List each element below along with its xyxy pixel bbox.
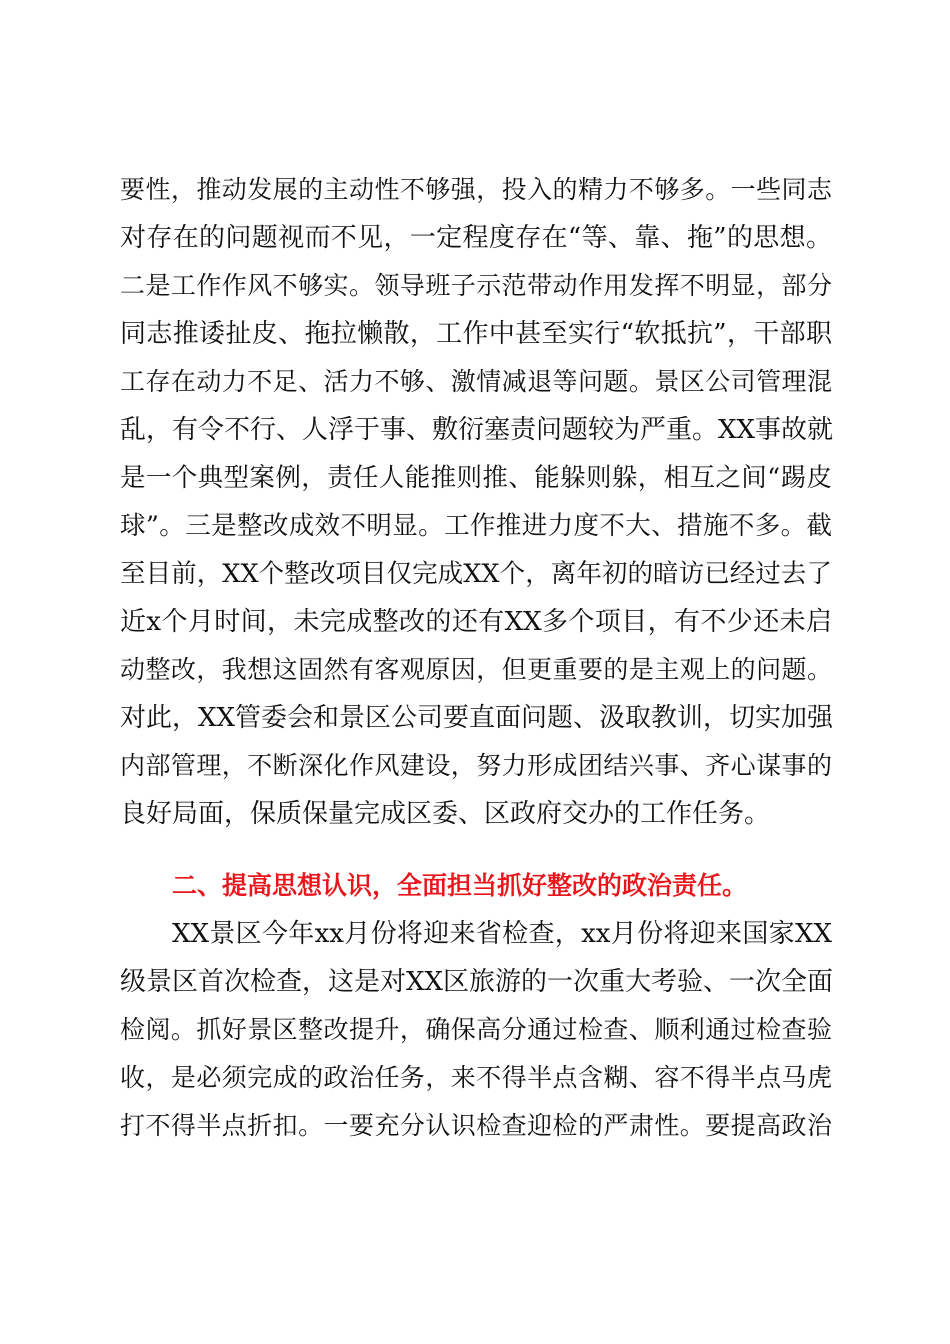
body-text-line: 工存在动力不足、活力不够、激情减退等问题。景区公司管理混 (120, 367, 832, 396)
body-text-line: 同志推诿扯皮、拖拉懒散，工作中甚至实行“软抵抗”，干部职 (120, 319, 832, 349)
body-text-line: 收，是必须完成的政治任务，来不得半点含糊、容不得半点马虎 (120, 1063, 832, 1092)
body-text-line: 乱，有令不行、人浮于事、敷衍塞责问题较为严重。XX事故就 (120, 415, 834, 445)
body-text-line: 至目前，XX个整改项目仅完成XX个，离年初的暗访已经过去了 (120, 559, 832, 589)
body-text-line: 动整改，我想这固然有客观原因，但更重要的是主观上的问题。 (120, 655, 832, 684)
body-text-line: 近x个月时间，未完成整改的还有XX多个项目，有不少还未启 (120, 607, 832, 637)
body-text-line: XX景区今年xx月份将迎来省检查，xx月份将迎来国家XX (172, 919, 832, 949)
body-text-line: 是一个典型案例，责任人能推则推、能躲则躲，相互之间“踢皮 (120, 463, 832, 493)
body-text-line: 打不得半点折扣。一要充分认识检查迎检的严肃性。要提高政治 (120, 1111, 832, 1140)
body-text-line: 要性，推动发展的主动性不够强，投入的精力不够多。一些同志 (120, 175, 832, 204)
body-text-line: 内部管理，不断深化作风建设，努力形成团结兴事、齐心谋事的 (120, 751, 832, 780)
body-text-line: 良好局面，保质保量完成区委、区政府交办的工作任务。 (120, 799, 771, 829)
body-text-line: 球”。三是整改成效不明显。工作推进力度不大、措施不多。截 (120, 511, 832, 541)
body-text-line: 检阅。抓好景区整改提升，确保高分通过检查、顺利通过检查验 (120, 1015, 832, 1044)
body-text-line: 级景区首次检查，这是对XX区旅游的一次重大考验、一次全面 (120, 967, 834, 997)
body-text-line: 二是工作作风不够实。领导班子示范带动作用发挥不明显，部分 (120, 271, 832, 300)
body-text-line: 对此，XX管委会和景区公司要直面问题、汲取教训，切实加强 (120, 703, 834, 733)
section-heading: 二、提高思想认识，全面担当抓好整改的政治责任。 (172, 871, 748, 900)
body-text-line: 对存在的问题视而不见，一定程度存在“等、靠、拖”的思想。 (120, 223, 832, 253)
